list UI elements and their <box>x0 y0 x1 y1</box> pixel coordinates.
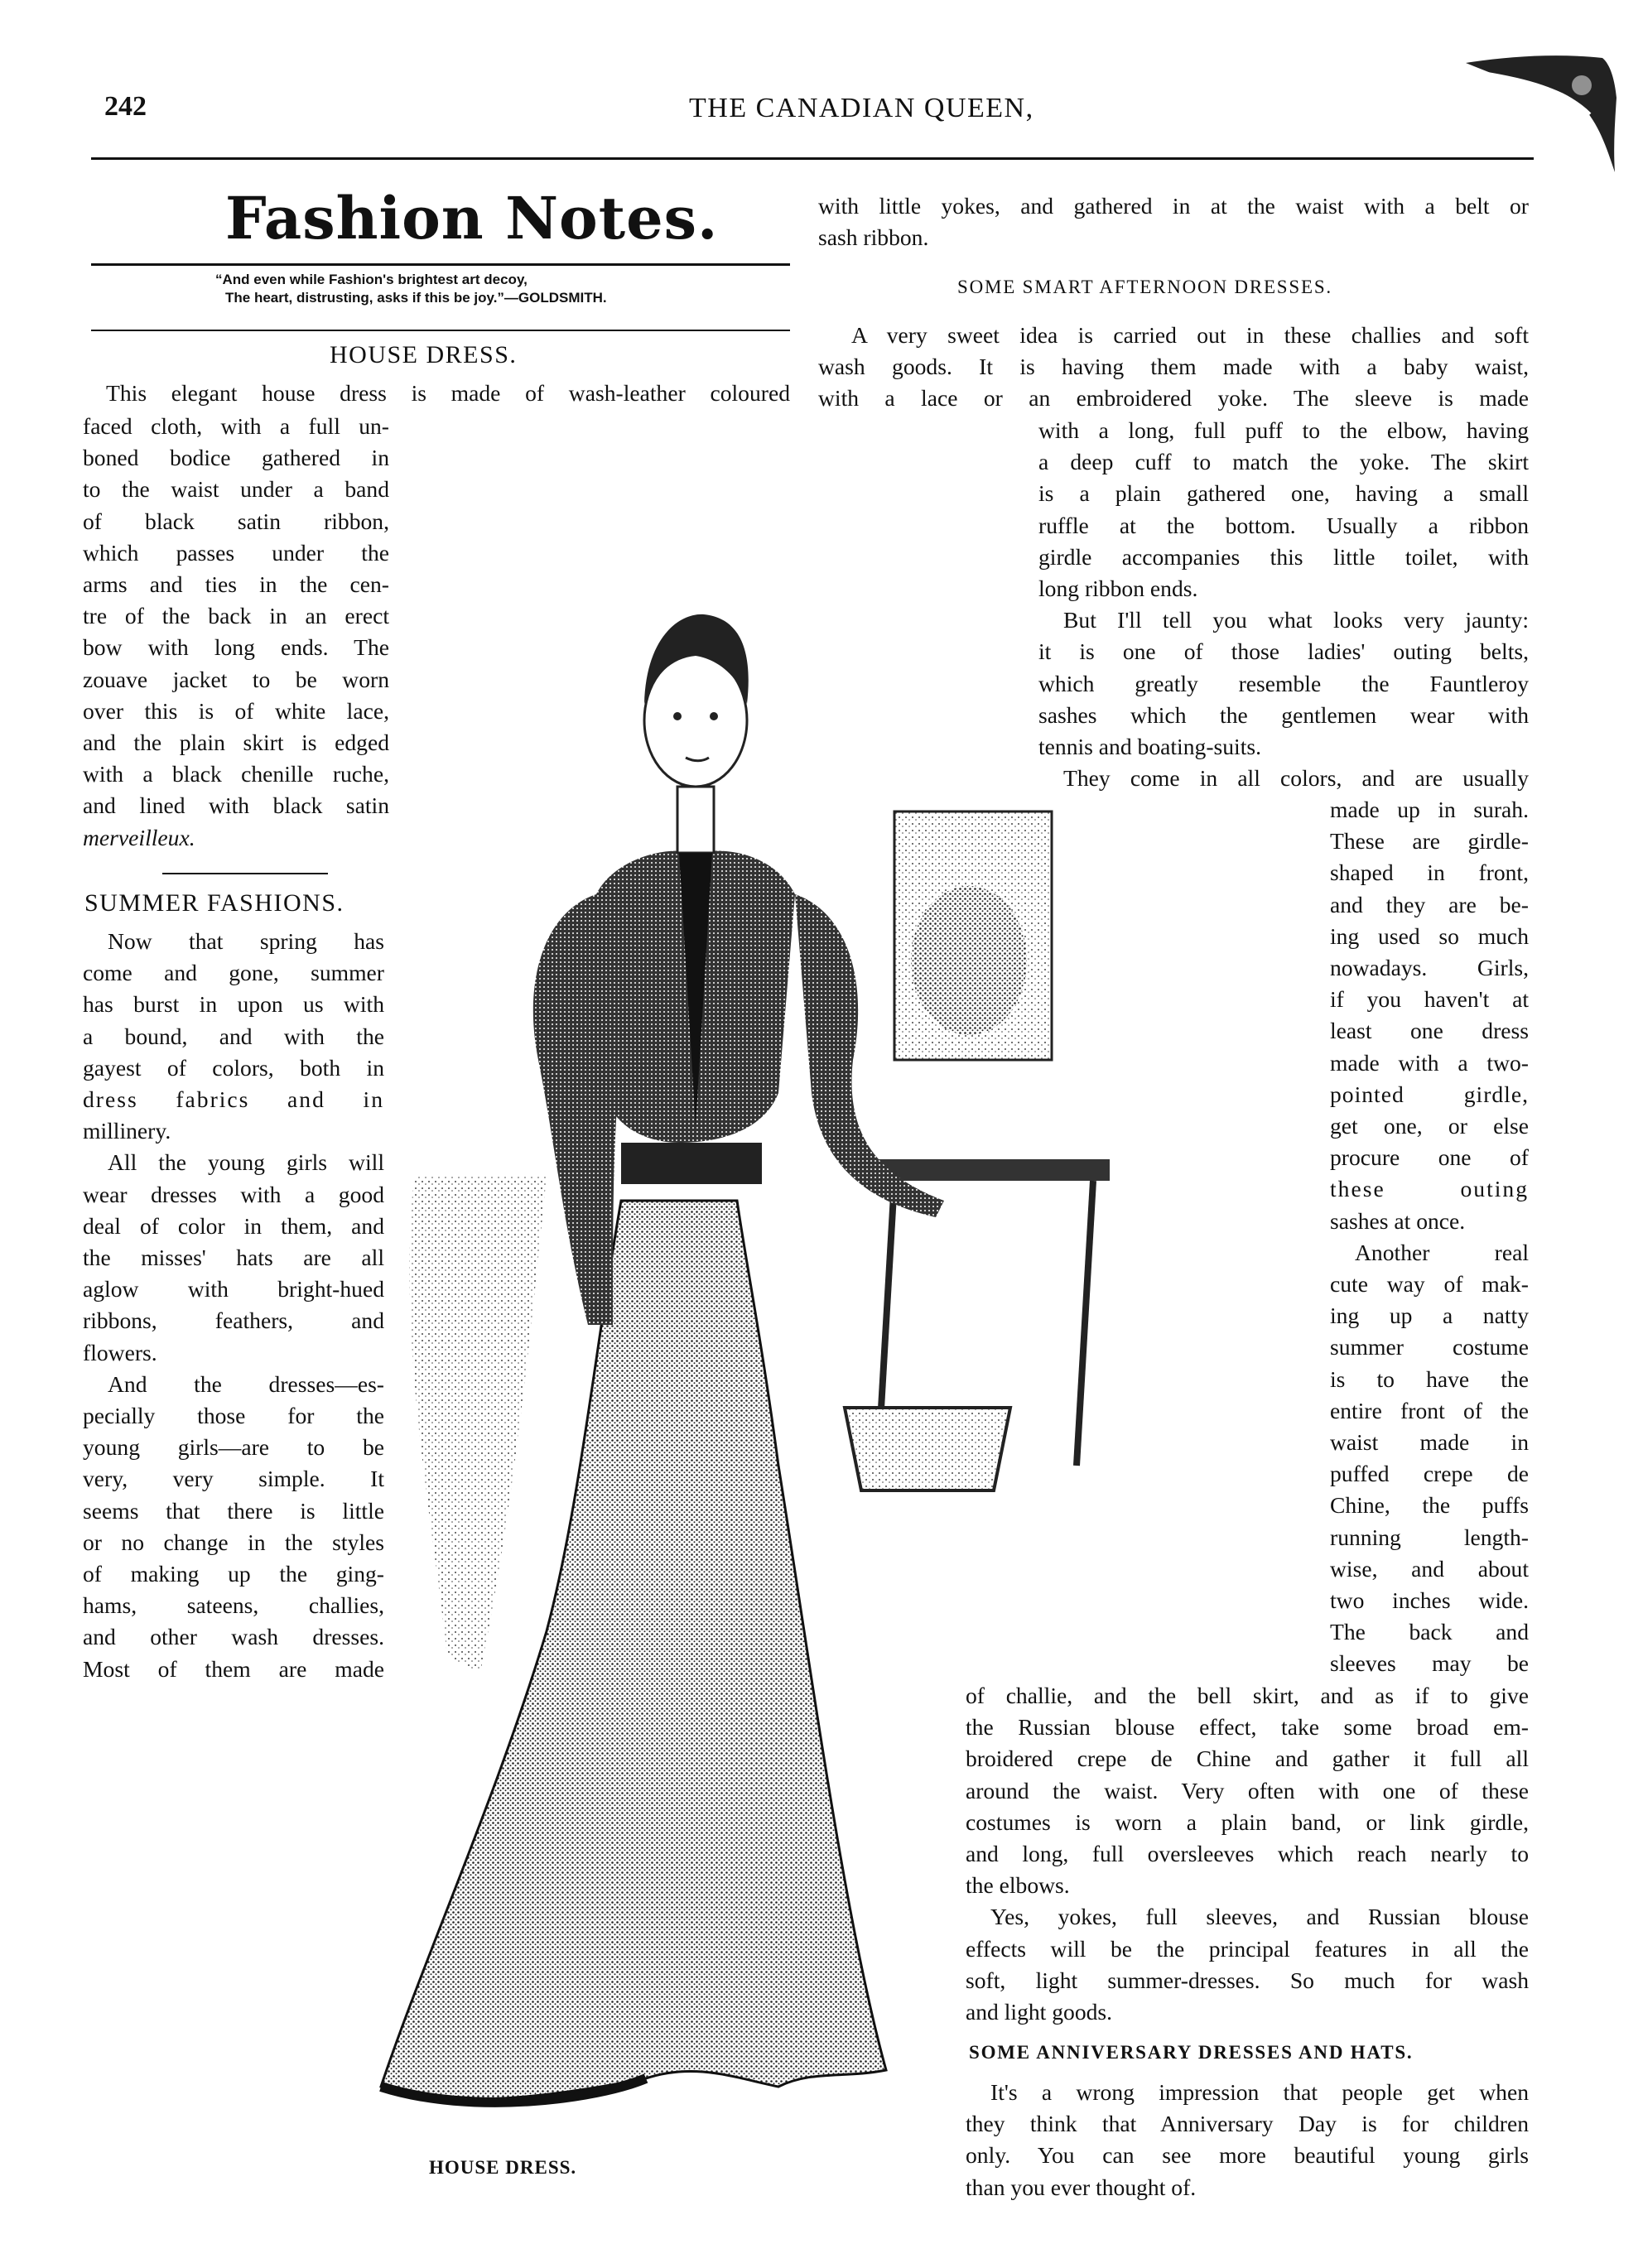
afternoon-line: girdle accompanies this little toilet, with <box>1038 543 1529 570</box>
corner-ornament <box>1458 48 1623 185</box>
afternoon-line: procure one of <box>1330 1144 1529 1171</box>
right-top-body <box>818 190 1529 253</box>
summer-line: has burst in upon us with <box>83 991 384 1018</box>
summer-line: All the young girls will <box>108 1149 384 1176</box>
anniversary-body <box>966 2077 1529 2203</box>
house-dress-line: over this is of white lace, <box>83 697 389 724</box>
house-dress-line: with a black chenille ruche, <box>83 761 389 787</box>
afternoon-line: But I'll tell you what looks very jaunty: <box>1063 607 1529 633</box>
afternoon-line: these outing <box>1330 1176 1529 1202</box>
afternoon-line: and long, full oversleeves which reach nearly to <box>966 1841 1529 1867</box>
epigraph-line-2: The heart, distrusting, asks if this be joy.”—GOLDSMITH. <box>225 290 607 306</box>
afternoon-line: Chine, the puffs <box>1330 1492 1529 1519</box>
afternoon-line: running length- <box>1330 1524 1529 1550</box>
afternoon-line: made with a two- <box>1330 1049 1529 1076</box>
afternoon-line: Yes, yokes, full sleeves, and Russian blouse <box>990 1904 1529 1930</box>
afternoon-line: get one, or else <box>1330 1113 1529 1139</box>
summer-line: pecially those for the <box>83 1403 384 1429</box>
afternoon-line: These are girdle- <box>1330 828 1529 855</box>
house-dress-line: and the plain skirt is edged <box>83 730 389 756</box>
house-dress-line: faced cloth, with a full un- <box>83 413 389 439</box>
summer-line: and other wash dresses. <box>83 1624 384 1650</box>
house-dress-body <box>83 411 389 854</box>
anniversary-line: It's a wrong impression that people get when <box>990 2079 1529 2105</box>
afternoon-line: with a lace or an embroidered yoke. The sleeve is made <box>818 385 1529 412</box>
section-heading-anniversary: SOME ANNIVERSARY DRESSES AND HATS. <box>969 2042 1414 2063</box>
anniversary-line: than you ever thought of. <box>966 2174 1197 2200</box>
afternoon-line: least one dress <box>1330 1018 1529 1044</box>
epigraph-rule <box>91 330 790 331</box>
afternoon-line: of challie, and the bell skirt, and as if to give <box>966 1683 1529 1708</box>
afternoon-line: ing up a natty <box>1330 1303 1529 1329</box>
section-heading-afternoon: SOME SMART AFTERNOON DRESSES. <box>957 277 1332 297</box>
house-dress-line: of black satin ribbon, <box>83 508 389 534</box>
summer-line: a bound, and with the <box>83 1023 384 1049</box>
summer-line: flowers. <box>83 1339 157 1365</box>
right-top-line: with little yokes, and gathered in at the waist with a belt or <box>818 193 1529 219</box>
summer-line: dress fabrics and in <box>83 1086 384 1113</box>
afternoon-line: made up in surah. <box>1330 797 1529 822</box>
page-title: Fashion Notes. <box>225 184 719 253</box>
summer-line: or no change in the styles <box>83 1529 384 1555</box>
afternoon-line: if you haven't at <box>1330 986 1529 1013</box>
afternoon-line: two inches wide. <box>1330 1587 1529 1614</box>
epigraph-line-1: “And even while Fashion's brightest art decoy, <box>215 272 528 287</box>
afternoon-wide-body <box>818 320 1529 415</box>
illustration-caption: HOUSE DRESS. <box>429 2157 577 2178</box>
afternoon-line: sleeves may be <box>1330 1650 1529 1677</box>
afternoon-line: it is one of those ladies' outing belts, <box>1038 638 1529 665</box>
summer-line: wear dresses with a good <box>83 1181 384 1207</box>
house-dress-line: which passes under the <box>83 539 389 566</box>
section-heading-house-dress: HOUSE DRESS. <box>330 341 518 368</box>
afternoon-line: entire front of the <box>1330 1397 1529 1423</box>
afternoon-line: which greatly resemble the Fauntleroy <box>1038 670 1529 696</box>
summer-line: seems that there is little <box>83 1497 384 1524</box>
afternoon-line: ing used so much <box>1330 922 1529 949</box>
summer-line: deal of color in them, and <box>83 1212 384 1239</box>
afternoon-line: tennis and boating-suits. <box>1038 734 1262 760</box>
afternoon-line: the Russian blouse effect, take some broad em- <box>966 1714 1529 1741</box>
afternoon-line: broidered crepe de Chine and gather it full all <box>966 1746 1529 1772</box>
summer-line: hams, sateens, challies, <box>83 1592 384 1619</box>
afternoon-line: long ribbon ends. <box>1038 575 1198 602</box>
summer-fashions-body <box>83 926 384 1685</box>
summer-line: millinery. <box>83 1118 171 1144</box>
anniversary-line: they think that Anniversary Day is for children <box>966 2111 1529 2137</box>
afternoon-line: waist made in <box>1330 1429 1529 1456</box>
house-dress-line: zouave jacket to be worn <box>83 666 389 692</box>
afternoon-line: nowadays. Girls, <box>1330 955 1529 981</box>
afternoon-line: and light goods. <box>966 1999 1113 2025</box>
summer-line: And the dresses—es- <box>108 1370 384 1397</box>
summer-line: of making up the ging- <box>83 1561 384 1587</box>
summer-line: come and gone, summer <box>83 960 384 986</box>
house-dress-line: arms and ties in the cen- <box>83 571 389 598</box>
afternoon-line: sashes at once. <box>1330 1207 1466 1234</box>
afternoon-line: is a plain gathered one, having a small <box>1038 480 1529 507</box>
anniversary-line: only. You can see more beautiful young girls <box>966 2142 1529 2169</box>
afternoon-line: A very sweet idea is carried out in these challies and soft <box>851 322 1529 348</box>
afternoon-line: puffed crepe de <box>1330 1461 1529 1487</box>
afternoon-line: wise, and about <box>1330 1555 1529 1582</box>
afternoon-bottom-body <box>966 1680 1529 2028</box>
afternoon-line: costumes is worn a plain band, or link girdle, <box>966 1808 1529 1835</box>
afternoon-line: the elbows. <box>966 1872 1070 1899</box>
summer-line: gayest of colors, both in <box>83 1054 384 1081</box>
afternoon-line: They come in all colors, and are usually <box>1063 765 1529 792</box>
afternoon-line: and they are be- <box>1330 891 1529 917</box>
afternoon-line: sashes which the gentlemen wear with <box>1038 701 1529 728</box>
afternoon-line: shaped in front, <box>1330 860 1529 886</box>
afternoon-line: a deep cuff to match the yoke. The skirt <box>1038 449 1529 475</box>
right-top-line: sash ribbon. <box>818 224 929 251</box>
house-dress-line: bow with long ends. The <box>83 634 389 661</box>
afternoon-line: pointed girdle, <box>1330 1081 1529 1107</box>
summer-line: Most of them are made <box>83 1655 384 1682</box>
afternoon-narrow-body <box>1330 794 1529 1680</box>
running-head: THE CANADIAN QUEEN, <box>689 93 1034 123</box>
afternoon-line: summer costume <box>1330 1334 1529 1360</box>
house-dress-line: and lined with black satin <box>83 792 389 819</box>
title-rule <box>91 263 790 266</box>
house-dress-line: boned bodice gathered in <box>83 445 389 471</box>
house-dress-line: tre of the back in an erect <box>83 603 389 629</box>
afternoon-line: The back and <box>1330 1619 1529 1645</box>
afternoon-line: wash goods. It is having them made with a baby waist, <box>818 354 1529 380</box>
summer-line: Now that spring has <box>108 928 384 954</box>
header-rule <box>91 157 1534 160</box>
summer-line: the misses' hats are all <box>83 1245 384 1271</box>
afternoon-mid-body <box>1038 415 1529 794</box>
section-heading-summer-fashions: SUMMER FASHIONS. <box>84 889 344 917</box>
summer-line: young girls—are to be <box>83 1434 384 1461</box>
house-dress-line: to the waist under a band <box>83 476 389 503</box>
afternoon-line: ruffle at the bottom. Usually a ribbon <box>1038 512 1529 538</box>
afternoon-line: around the waist. Very often with one of these <box>966 1777 1529 1803</box>
afternoon-line: with a long, full puff to the elbow, having <box>1038 417 1529 443</box>
afternoon-line: Another real <box>1355 1239 1529 1265</box>
afternoon-line: soft, light summer-dresses. So much for wash <box>966 1967 1529 1993</box>
afternoon-line: is to have the <box>1330 1365 1529 1392</box>
summer-line: very, very simple. It <box>83 1466 384 1492</box>
page-number: 242 <box>104 91 147 122</box>
summer-line: ribbons, feathers, and <box>83 1307 384 1334</box>
house-dress-line: merveilleux. <box>83 824 195 850</box>
afternoon-line: effects will be the principal features in all the <box>966 1935 1529 1962</box>
summer-line: aglow with bright-hued <box>83 1276 384 1303</box>
house-dress-line: This elegant house dress is made of wash-leather coloured <box>106 380 790 406</box>
section-divider <box>162 873 328 874</box>
afternoon-line: cute way of mak- <box>1330 1271 1529 1298</box>
